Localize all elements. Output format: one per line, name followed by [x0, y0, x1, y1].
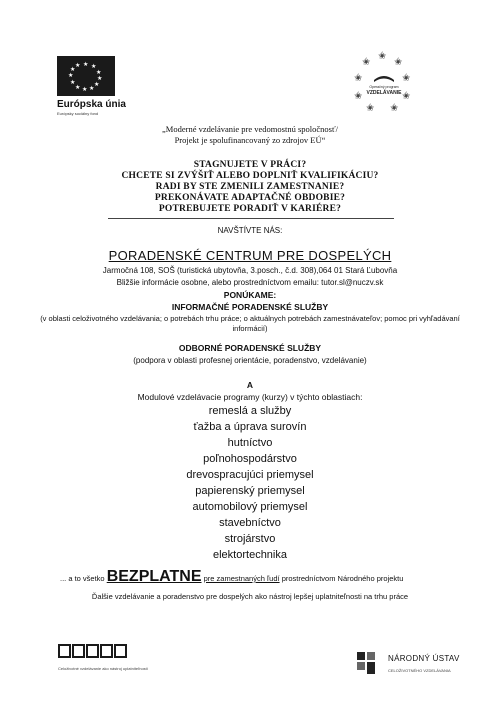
question-4: PREKONÁVATE ADAPTAČNÉ OBDOBIE? — [154, 193, 346, 203]
eu-flag-logo: ★ ★ ★ ★ ★ ★ ★ ★ ★ ★ ★ ★ — [57, 56, 115, 96]
contact-info: Bližšie informácie osobne, alebo prostredníctvom emailu: tutor.sl@nuczv.sk — [116, 278, 384, 287]
operational-program-logo: ✬ ✬ ✬ ✬ ✬ ✬ ✬ ✬ ✬ Operačný program VZDELÁVANIE — [354, 51, 411, 114]
footer-line-1 — [60, 568, 460, 586]
question-1: STAGNUJETE V PRÁCI? — [193, 160, 307, 170]
area-item: remeslá a služby — [208, 405, 292, 417]
service-1-description: (v oblasti celoživotného vzdelávania; o potrebách trhu práce; o aktuálnych potrebách zamestnávateľov; pomoc pri vyhľadávaní informácií) — [40, 314, 460, 333]
visit-heading: NAVŠTÍVTE NÁS: — [217, 226, 283, 235]
area-item: automobilový priemysel — [192, 501, 308, 513]
op-program-big: VZDELÁVANIE — [366, 90, 402, 96]
area-item: papierenský priemysel — [195, 485, 305, 497]
slogan-line-2: Projekt je spolufinancovaný zo zdrojov EÚ“ — [174, 135, 326, 145]
question-2: CHCETE SI ZVÝŠIŤ ALEBO DOPLNIŤ KVALIFIKÁCIU? — [121, 171, 379, 181]
nuv-subtitle: CELOŽIVOTNÉHO VZDELÁVANIA — [388, 668, 451, 673]
center-name: PORADENSKÉ CENTRUM PRE DOSPELÝCH — [108, 248, 392, 263]
area-item: ťažba a úprava surovín — [193, 421, 307, 433]
nuv-title: NÁRODNÝ ÚSTAV — [388, 654, 460, 663]
nuv-emblem-icon — [356, 650, 378, 676]
divider — [108, 218, 394, 219]
footer-suffix: prostredníctvom Národného projektu — [281, 574, 404, 583]
offer-heading: PONÚKAME: — [223, 290, 277, 300]
footer-line-2: Ďalšie vzdelávanie a poradenstvo pre dospelých ako nástroj lepšej uplatniteľnosti na trhu práce — [91, 592, 409, 601]
footer-prefix: ... a to všetko — [60, 574, 105, 583]
service-2-description: (podpora v oblasti profesnej orientácie, poradenstvo, vzdelávanie) — [133, 356, 367, 365]
eu-title: Európska únia — [57, 99, 126, 110]
slogan-line-1: „Moderné vzdelávanie pre vedomostnú spoločnosť/ — [162, 124, 338, 134]
footer-employed: pre zamestnaných ľudí — [203, 574, 280, 583]
op-program-small: Operačný program — [369, 85, 399, 89]
service-1-title: INFORMAČNÉ PORADENSKÉ SLUŽBY — [171, 302, 329, 312]
free-highlight: BEZPLATNE — [106, 568, 202, 585]
area-item: stavebníctvo — [219, 517, 281, 529]
area-item: elektortechnika — [213, 549, 287, 561]
question-5: POTREBUJETE PORADIŤ V KARIÉRE? — [158, 204, 342, 214]
and-letter: A — [246, 380, 254, 390]
question-3: RADI BY STE ZMENILI ZAMESTNANIE? — [155, 182, 345, 192]
cvdnu-subtitle: Celoživotné vzdelávanie ako nástroj uplatniteľnosti — [58, 666, 148, 671]
address: Jarmočná 108, SOŠ (turistická ubytovňa, 3.posch., č.d. 308),064 01 Stará Ľubovňa — [102, 266, 398, 275]
modules-intro: Modulové vzdelávacie programy (kurzy) v týchto oblastiach: — [137, 392, 363, 402]
area-item: poľnohospodárstvo — [203, 453, 297, 465]
cvdnu-logo — [58, 644, 142, 664]
area-item: strojárstvo — [224, 533, 276, 545]
service-2-title: ODBORNÉ PORADENSKÉ SLUŽBY — [178, 343, 322, 353]
book-icon — [372, 70, 396, 84]
area-item: drevospracujúci priemysel — [186, 469, 314, 481]
eu-subtitle: Európsky sociálny fond — [57, 111, 99, 116]
area-item: hutníctvo — [227, 437, 273, 449]
